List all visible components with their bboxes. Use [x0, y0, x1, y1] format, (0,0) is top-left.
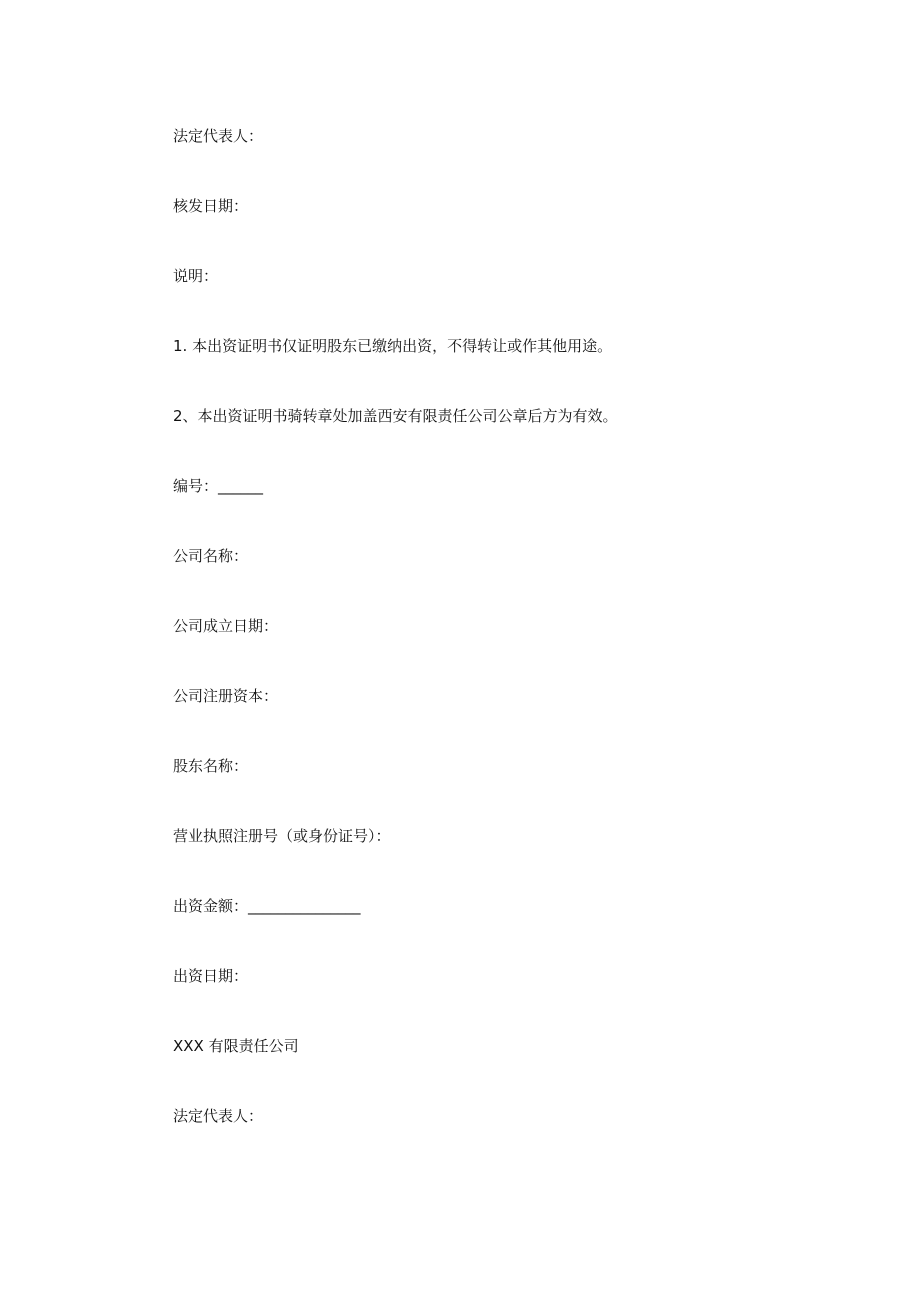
- license-or-id-number-label: 营业执照注册号（或身份证号）：: [173, 827, 391, 845]
- company-name-label: 公司名称：: [173, 547, 249, 565]
- serial-number-label: 编号：______: [173, 477, 264, 495]
- shareholder-name-label: 股东名称：: [173, 757, 249, 775]
- company-signature-name: XXX 有限责任公司: [173, 1037, 299, 1055]
- contribution-date-label: 出资日期：: [173, 967, 249, 985]
- legal-representative-label-bottom: 法定代表人：: [173, 1107, 264, 1125]
- legal-representative-label-top: 法定代表人：: [173, 127, 264, 145]
- issue-date-label: 核发日期：: [173, 197, 249, 215]
- registered-capital-label: 公司注册资本：: [173, 687, 279, 705]
- notes-heading: 说明：: [173, 267, 219, 285]
- note-item-1: 1. 本出资证明书仅证明股东已缴纳出资，不得转让或作其他用途。: [173, 337, 613, 355]
- company-founding-date-label: 公司成立日期：: [173, 617, 279, 635]
- note-item-2: 2、本出资证明书骑转章处加盖西安有限责任公司公章后方为有效。: [173, 407, 618, 425]
- contribution-amount-label: 出资金额：_______________: [173, 897, 361, 915]
